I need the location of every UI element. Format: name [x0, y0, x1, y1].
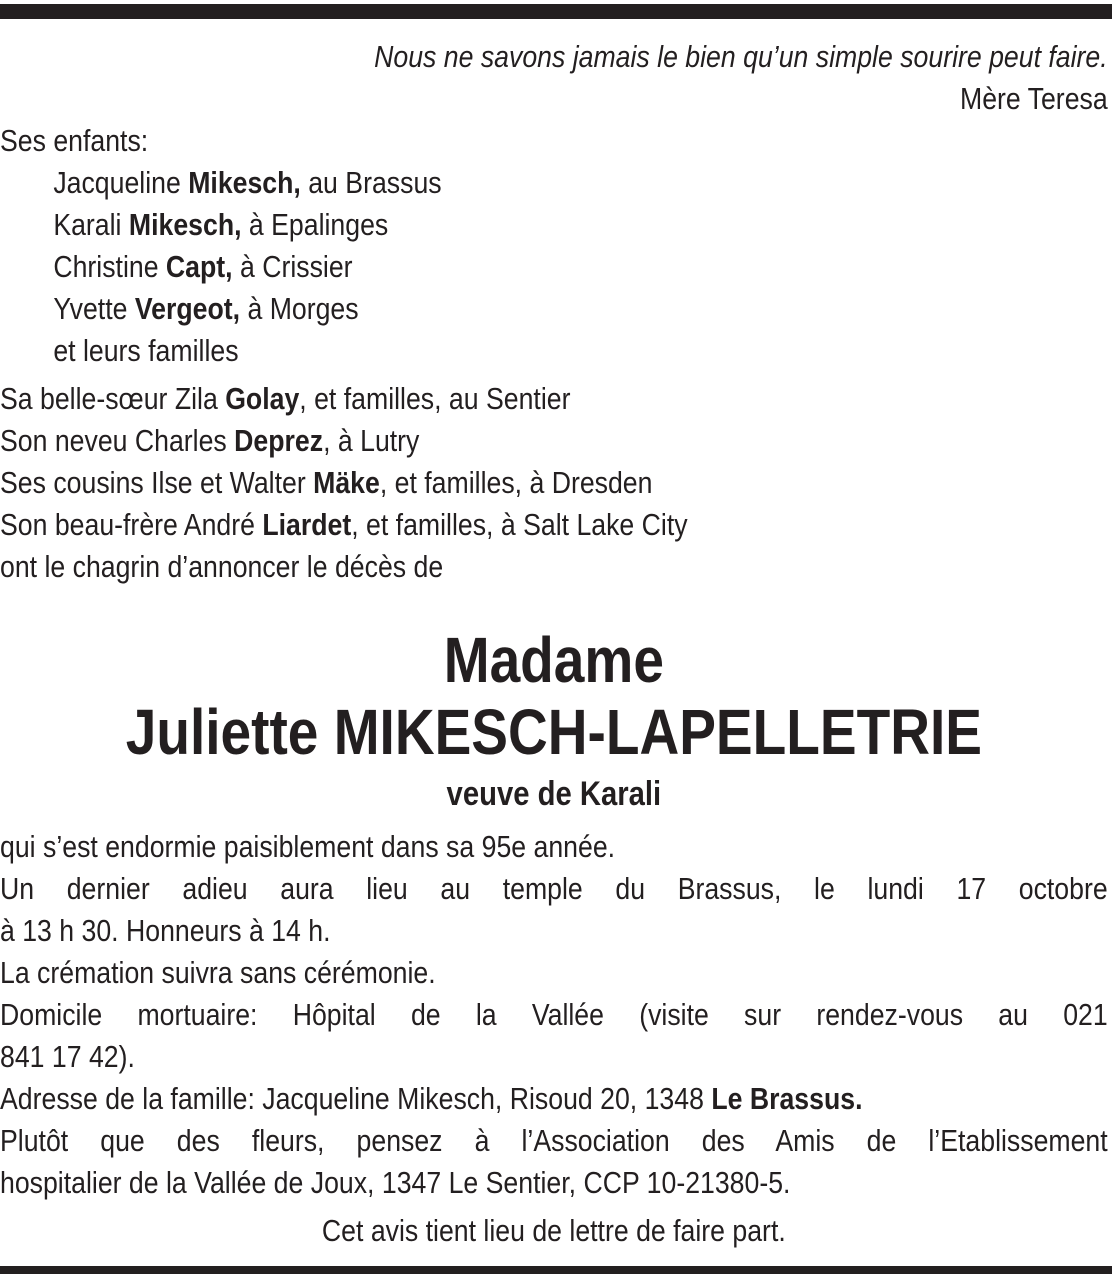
relative-line [0, 504, 1108, 546]
detail-farewell-2: à 13 h 30. Honneurs à 14 h. [0, 913, 331, 948]
quote-text: Nous ne savons jamais le bien qu’un simple sourire peut faire. [374, 39, 1108, 74]
child-place: au Brassus [300, 165, 442, 200]
relative-last: Liardet [262, 507, 352, 542]
detail-flowers-1: Plutôt que des fleurs, pensez à l’Association des Amis de l’Etablissement [0, 1123, 1108, 1158]
child-place: à Morges [240, 291, 359, 326]
relative-pre: Sa belle-sœur Zila [0, 381, 226, 416]
quote-author: Mère Teresa [959, 81, 1108, 116]
bottom-rule [0, 1266, 1112, 1274]
closing-note: Cet avis tient lieu de lettre de faire part. [321, 1213, 786, 1248]
relative-post: , et familles, à Salt Lake City [351, 507, 688, 542]
relative-pre: Son neveu Charles [0, 423, 235, 458]
detail-domicile-1: Domicile mortuaire: Hôpital de la Vallée (visite sur rendez-vous au 021 [0, 997, 1108, 1032]
relative-pre: Ses cousins Ilse et Walter [0, 465, 314, 500]
child-last: Vergeot, [134, 291, 241, 326]
child-first: Christine [53, 249, 166, 284]
child-line [0, 204, 1108, 246]
announcement: ont le chagrin d’annoncer le décès de [0, 549, 444, 584]
children-families: et leurs familles [53, 333, 239, 368]
top-rule [0, 4, 1112, 19]
child-first: Yvette [53, 291, 135, 326]
relative-line [0, 420, 1108, 462]
relative-post: , et familles, au Sentier [299, 381, 571, 416]
relative-post: , et familles, à Dresden [379, 465, 653, 500]
relative-last: Mäke [313, 465, 380, 500]
relative-last: Deprez [234, 423, 324, 458]
detail-sleep: qui s’est endormie paisiblement dans sa 95e année. [0, 829, 616, 864]
relative-pre: Son beau-frère André [0, 507, 263, 542]
child-line [0, 162, 1108, 204]
detail-domicile-2: 841 17 42). [0, 1039, 135, 1074]
relative-line [0, 462, 1108, 504]
deceased-name: Juliette MIKESCH-LAPELLETRIE [125, 696, 982, 768]
child-first: Jacqueline [53, 165, 189, 200]
relative-line [0, 378, 1108, 420]
address-town: Le Brassus. [711, 1081, 863, 1116]
child-place: à Epalinges [241, 207, 389, 242]
child-last: Mikesch, [128, 207, 242, 242]
children-heading: Ses enfants: [0, 123, 149, 158]
detail-flowers-2: hospitalier de la Vallée de Joux, 1347 Le Sentier, CCP 10-21380-5. [0, 1165, 791, 1200]
child-place: à Crissier [232, 249, 353, 284]
child-last: Mikesch, [188, 165, 301, 200]
address-text: Adresse de la famille: Jacqueline Mikesch, Risoud 20, 1348 [0, 1081, 712, 1116]
child-line [0, 246, 1108, 288]
relative-last: Golay [225, 381, 300, 416]
detail-cremation: La crémation suivra sans cérémonie. [0, 955, 436, 990]
detail-farewell-1: Un dernier adieu aura lieu au temple du Brassus, le lundi 17 octobre [0, 871, 1108, 906]
obituary-notice [0, 36, 1108, 1252]
deceased-subtitle: veuve de Karali [446, 775, 662, 813]
detail-address [0, 1078, 1108, 1120]
relative-post: , à Lutry [323, 423, 420, 458]
child-last: Capt, [165, 249, 233, 284]
child-first: Karali [53, 207, 129, 242]
child-line [0, 288, 1108, 330]
deceased-title: Madame [443, 624, 664, 696]
